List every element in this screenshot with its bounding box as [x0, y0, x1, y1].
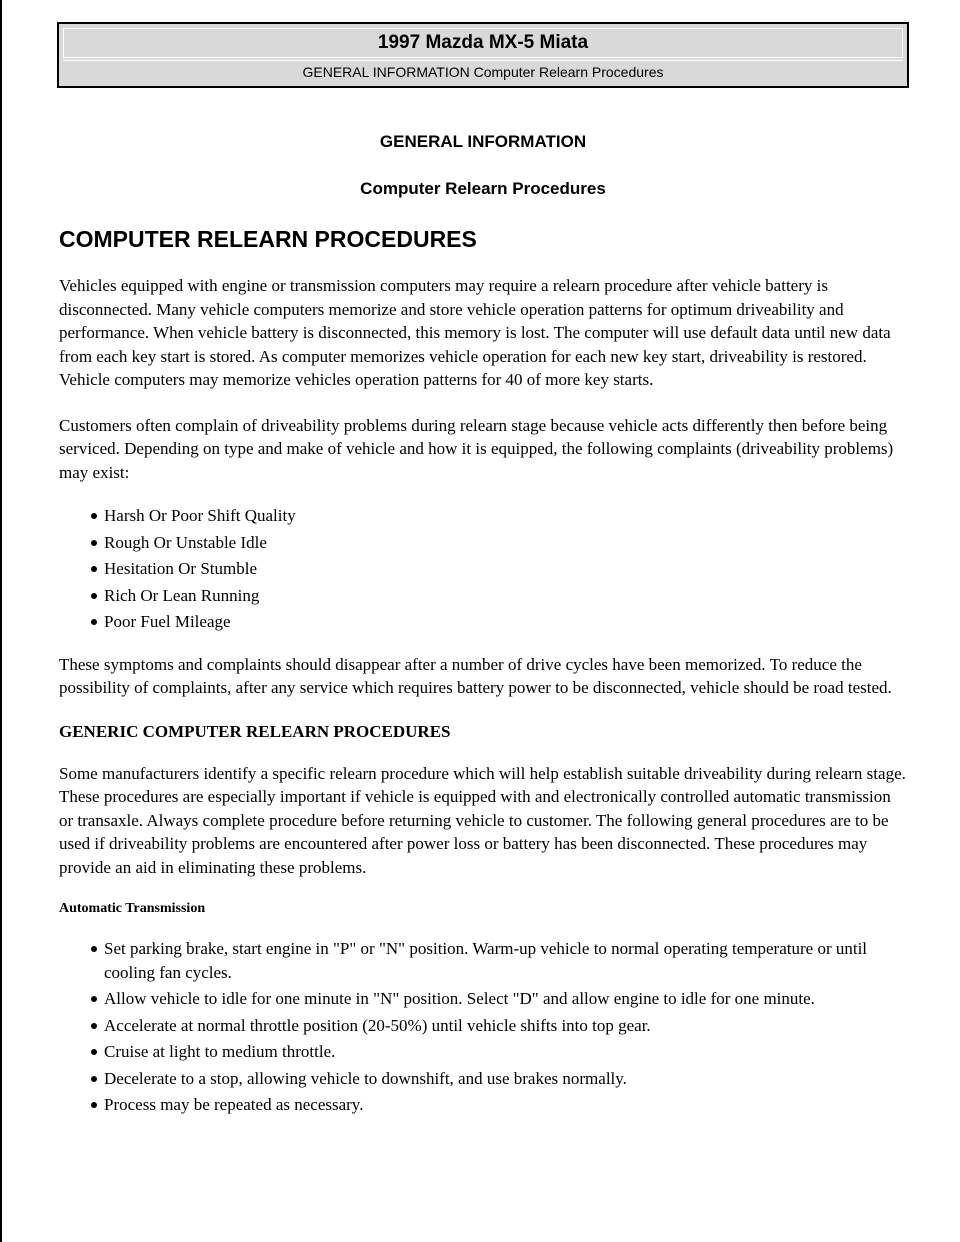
- page-header: [57, 22, 909, 88]
- list-item: Cruise at light to medium throttle.: [59, 1040, 907, 1064]
- doc-heading-relearn: Computer Relearn Procedures: [360, 179, 606, 198]
- list-item: Accelerate at normal throttle position (20-50%) until vehicle shifts into top gear.: [59, 1014, 907, 1038]
- list-item: Poor Fuel Mileage: [59, 610, 907, 634]
- header-title: 1997 Mazda MX-5 Miata: [63, 28, 903, 58]
- paragraph-symptoms: These symptoms and complaints should disappear after a number of drive cycles have been memorized. To reduce the possibility of complaints, after any service which requires battery power to be disconnected, vehicle should be road tested.: [59, 654, 892, 697]
- list-item: Hesitation Or Stumble: [59, 557, 907, 581]
- section-title: COMPUTER RELEARN PROCEDURES: [59, 226, 477, 252]
- paragraph-intro: Vehicles equipped with engine or transmission computers may require a relearn procedure after vehicle battery is disconnected. Many vehicle computers memorize and store vehicle operation patterns for optimum driveability and performance. When vehicle battery is disconnected, this memory is lost. The computer will use default data until new data from each key start is stored. As computer memorizes vehicle operation for each new key start, driveability is restored. Vehicle computers may memorize vehicles operation patterns for 40 of more key starts.: [59, 276, 891, 389]
- steps-list: [59, 937, 907, 1117]
- list-item: Rich Or Lean Running: [59, 584, 907, 608]
- paragraph-complaints: Customers often complain of driveability problems during relearn stage because vehicle acts differently then before being serviced. Depending on type and make of vehicle and how it is equipped, the following complaints (driveability problems) may exist:: [59, 415, 894, 482]
- doc-heading-general: GENERAL INFORMATION: [379, 132, 587, 151]
- list-item: Allow vehicle to idle for one minute in "N" position. Select "D" and allow engine to idle for one minute.: [59, 987, 907, 1011]
- list-item: Set parking brake, start engine in "P" or "N" position. Warm-up vehicle to normal operating temperature or until cooling fan cycles.: [59, 937, 907, 984]
- list-item: Process may be repeated as necessary.: [59, 1093, 907, 1117]
- list-item: Rough Or Unstable Idle: [59, 531, 907, 555]
- complaints-list: [59, 504, 907, 634]
- list-item: Decelerate to a stop, allowing vehicle to downshift, and use brakes normally.: [59, 1067, 907, 1091]
- paragraph-generic: Some manufacturers identify a specific relearn procedure which will help establish suitable driveability during relearn stage. These procedures are especially important if vehicle is equipped with and electronically controlled automatic transmission or transaxle. Always complete procedure before returning vehicle to customer. The following general procedures are to be used if driveability problems are encountered after power loss or battery has been disconnected. These procedures may provide an aid in eliminating these problems.: [59, 763, 906, 877]
- automatic-transmission-title: Automatic Transmission: [59, 901, 206, 916]
- page-left-border: [0, 0, 2, 1242]
- list-item: Harsh Or Poor Shift Quality: [59, 504, 907, 528]
- subsection-title: GENERIC COMPUTER RELEARN PROCEDURES: [59, 721, 451, 741]
- header-subtitle: GENERAL INFORMATION Computer Relearn Procedures: [63, 60, 903, 83]
- document-body: [59, 128, 907, 1117]
